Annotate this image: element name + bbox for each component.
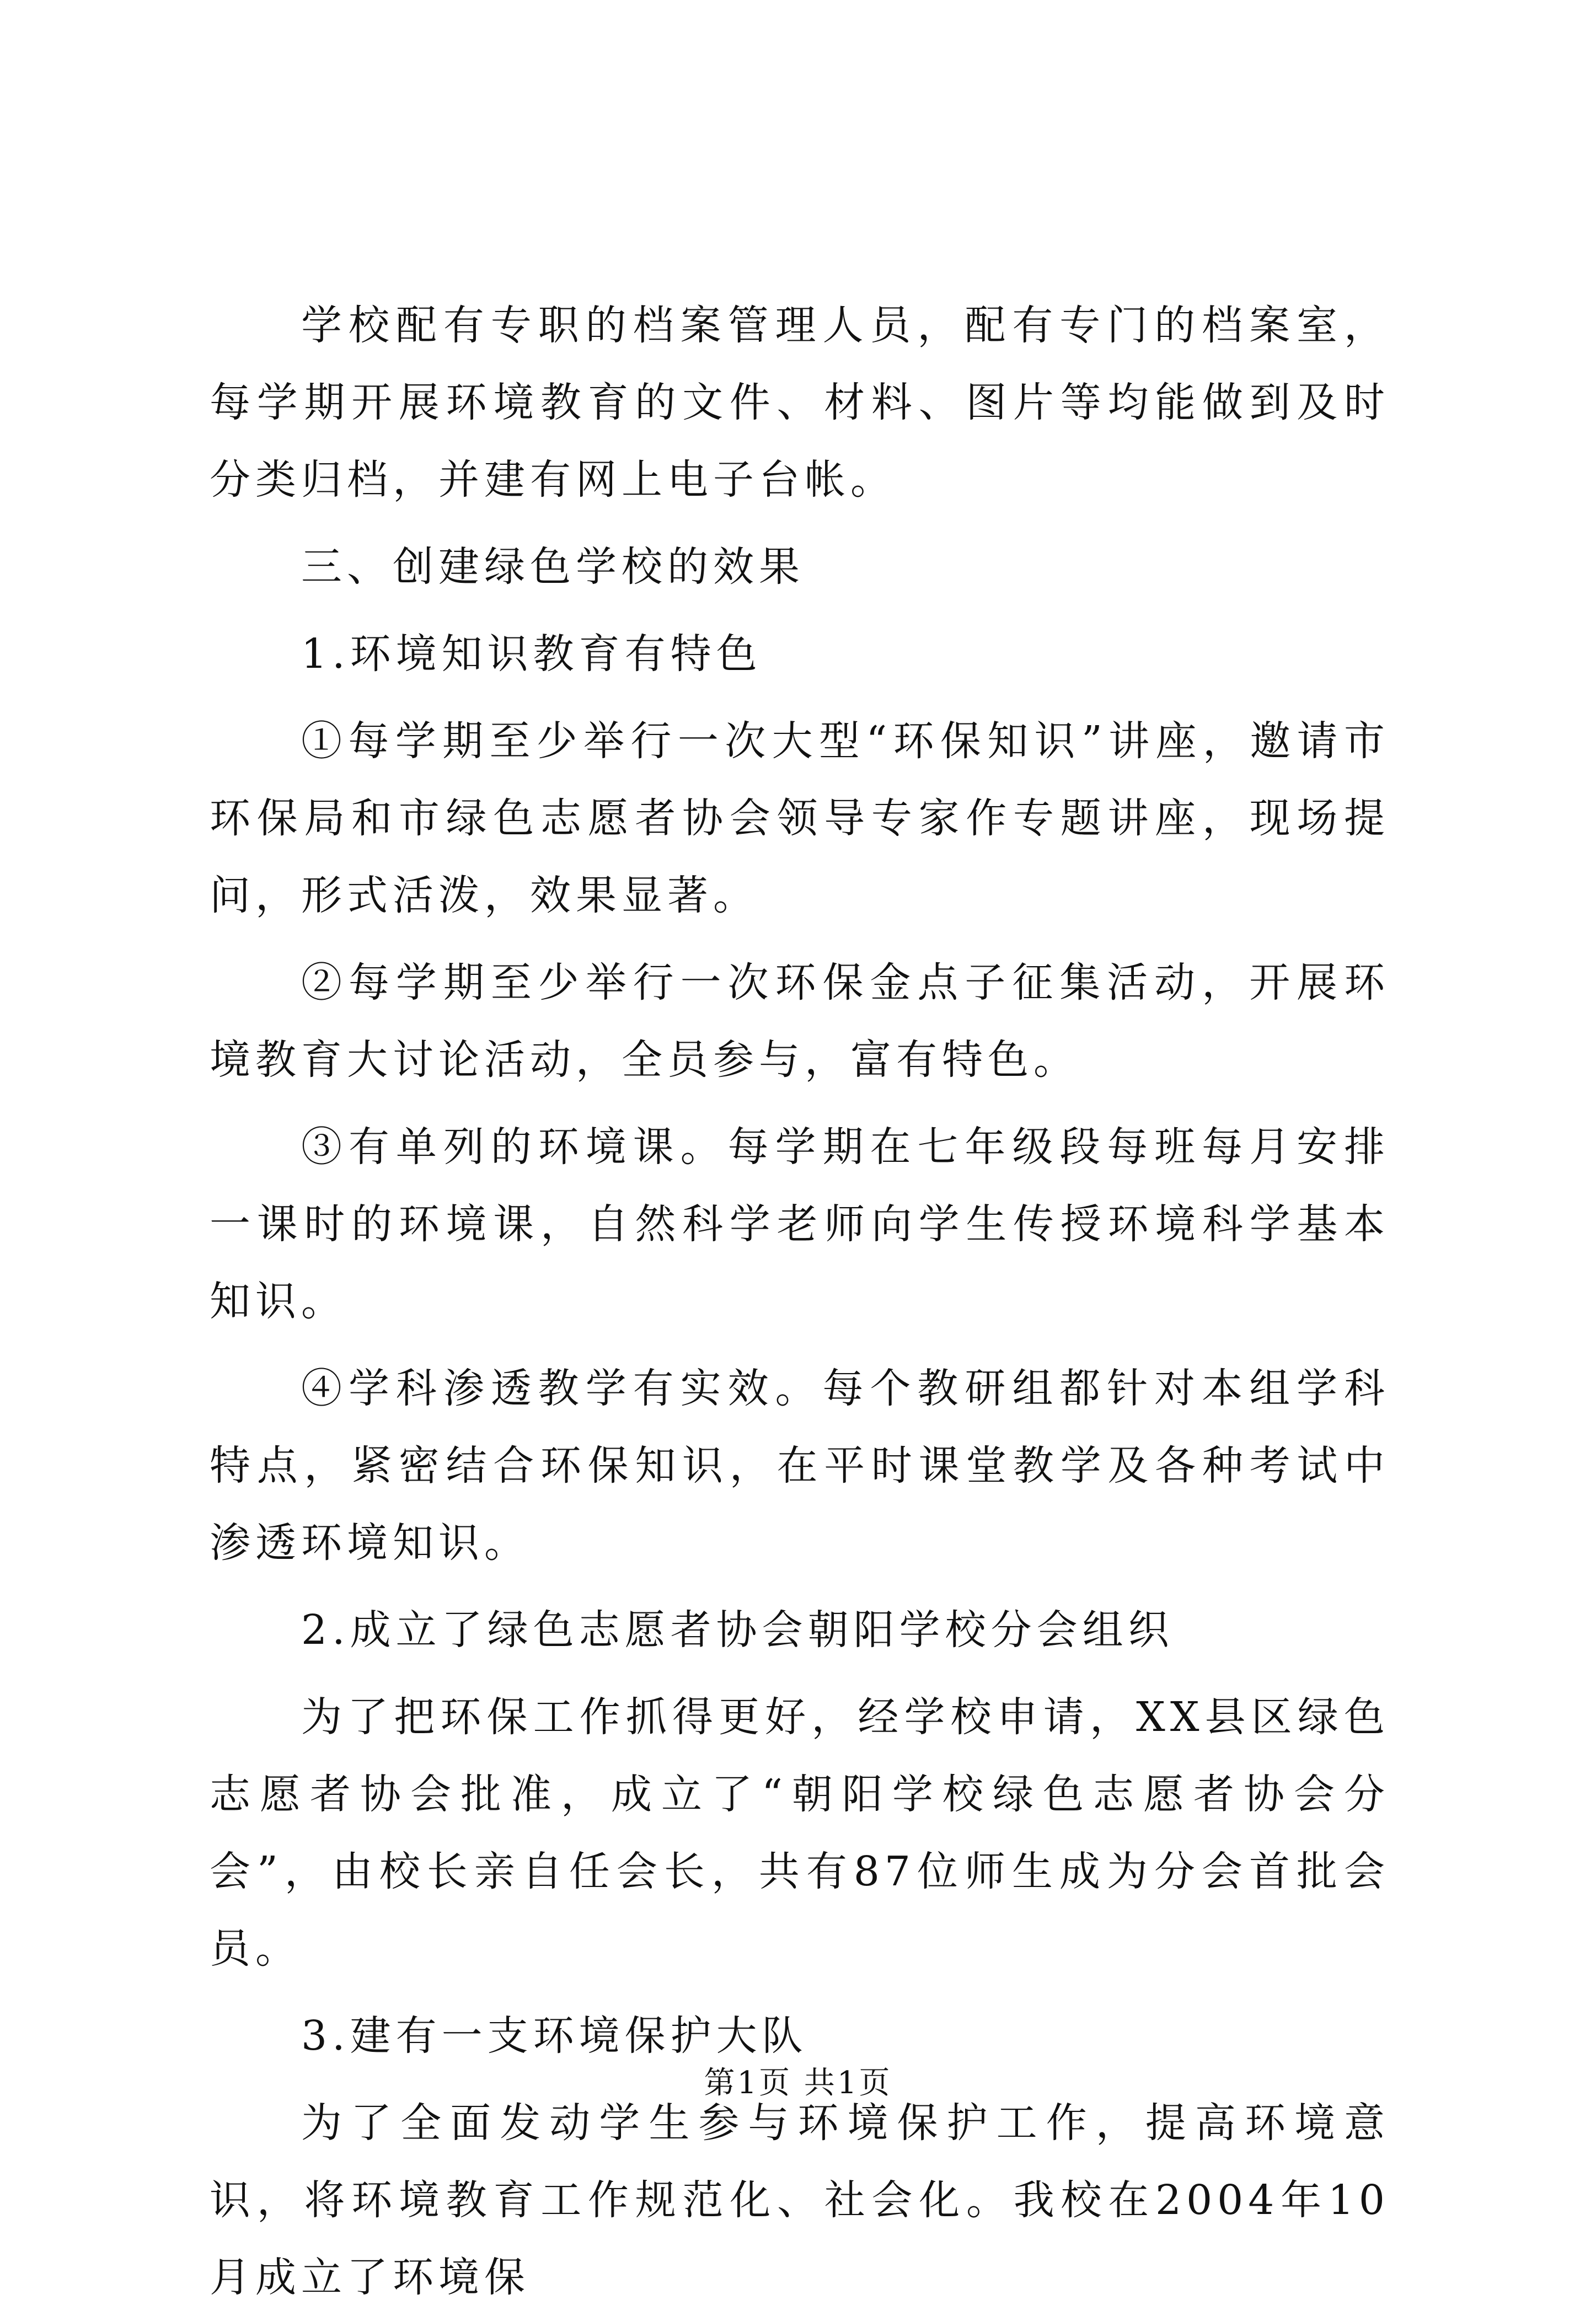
paragraph-protection-brigade: 为了全面发动学生参与环境保护工作，提高环境意识，将环境教育工作规范化、社会化。我校在2004年10月成立了环境保 — [210, 2099, 1390, 2301]
section-heading-effects: 三、创建绿色学校的效果 — [301, 543, 805, 591]
subheading-environment-knowledge: 1.环境知识教育有特色 — [301, 630, 762, 678]
subheading-protection-brigade: 3.建有一支环境保护大队 — [301, 2012, 808, 2060]
document-body — [210, 287, 1390, 2316]
subheading-volunteer-branch: 2.成立了绿色志愿者协会朝阳学校分会组织 — [301, 1606, 1174, 1654]
paragraph-lecture: ①每学期至少举行一次大型“环保知识”讲座，邀请市环保局和市绿色志愿者协会领导专家作专题讲座，现场提问，形式活泼，效果显著。 — [210, 717, 1390, 919]
paragraph-environment-course: ③有单列的环境课。每学期在七年级段每班每月安排一课时的环境课，自然科学老师向学生传授环境科学基本知识。 — [210, 1123, 1390, 1325]
paragraph-archive-management: 学校配有专职的档案管理人员，配有专门的档案室，每学期开展环境教育的文件、材料、图片等均能做到及时分类归档，并建有网上电子台帐。 — [210, 302, 1390, 503]
paragraph-volunteer-branch: 为了把环保工作抓得更好，经学校申请，XX县区绿色志愿者协会批准，成立了“朝阳学校绿色志愿者协会分会”，由校长亲自任会长，共有87位师生成为分会首批会员。 — [210, 1693, 1390, 1972]
paragraph-subject-integration: ④学科渗透教学有实效。每个教研组都针对本组学科特点，紧密结合环保知识，在平时课堂教学及各种考试中渗透环境知识。 — [210, 1365, 1390, 1567]
paragraph-golden-ideas: ②每学期至少举行一次环保金点子征集活动，开展环境教育大讨论活动，全员参与，富有特色。 — [210, 959, 1390, 1084]
page-footer: 第1页 共1页 — [704, 2065, 892, 2101]
